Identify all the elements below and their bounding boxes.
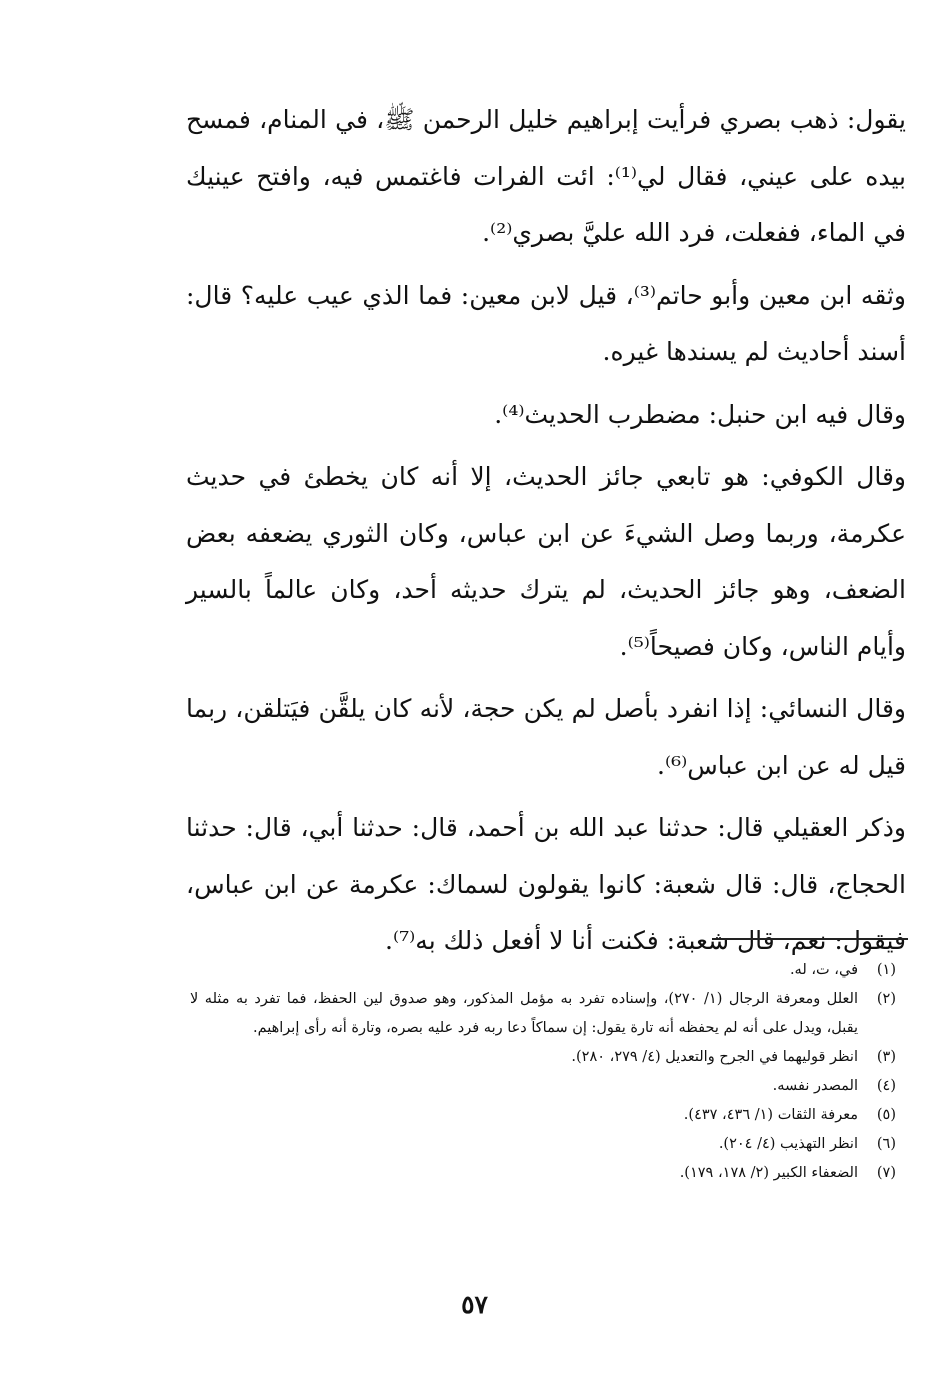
footnote (190, 1043, 896, 1072)
footnote-text: انظر قوليهما في الجرح والتعديل (٤/ ٢٧٩، ٢٨٠). (571, 1049, 858, 1065)
footnote-text: الضعفاء الكبير (٢/ ١٧٨، ١٧٩). (679, 1165, 858, 1181)
footnote-text: في، ت، له. (789, 962, 858, 978)
footnote (190, 956, 896, 985)
footnote-number: (٢) (876, 991, 896, 1007)
paragraph: يقول: ذهب بصري فرأيت إبراهيم خليل الرحمن ﷺ، في المنام، فمسح بيده على عيني، فقال لي⁽¹⁾: ائت الفرات فاغتمس فيه، وافتح عينيك في الماء، ففعلت، فرد الله عليَّ بصري⁽²⁾. (186, 105, 906, 247)
footnote-number: (٥) (876, 1107, 896, 1123)
footnote-number: (٧) (876, 1165, 896, 1181)
page-number: ٥٧ (461, 1290, 488, 1319)
footnote (190, 1159, 896, 1188)
footnotes (190, 956, 896, 1188)
footnote-number: (٤) (876, 1078, 896, 1094)
footnote (190, 1101, 896, 1130)
footnote-number: (١) (876, 962, 896, 978)
paragraph: وثقه ابن معين وأبو حاتم⁽³⁾، قيل لابن معين: فما الذي عيب عليه؟ قال: أسند أحاديث لم يسندها غيره. (186, 280, 906, 366)
footnote-text: معرفة الثقات (١/ ٤٣٦، ٤٣٧). (683, 1107, 858, 1123)
paragraph: وقال الكوفي: هو تابعي جائز الحديث، إلا أنه كان يخطئ في حديث عكرمة، وربما وصل الشيءَ عن ابن عباس، وكان الثوري يضعفه بعض الضعف، وهو جائز الحديث، لم يترك حديثه أحد، وكان عالماً بالسير وأيام الناس، وكان فصيحاً⁽⁵⁾. (186, 462, 906, 661)
footnote-number: (٣) (876, 1049, 896, 1065)
footnote-number: (٦) (876, 1136, 896, 1152)
paragraph: وذكر العقيلي قال: حدثنا عبد الله بن أحمد، قال: حدثنا أبي، قال: حدثنا الحجاج، قال: قال شعبة: كانوا يقولون لسماك: عكرمة عن ابن عباس، فيقول: نعم، قال شعبة: فكنت أنا لا أفعل ذلك به⁽⁷⁾. (186, 813, 906, 955)
footnote-text: انظر التهذيب (٤/ ٢٠٤). (718, 1136, 858, 1152)
footnote-text: المصدر نفسه. (772, 1078, 858, 1094)
footnote-separator (712, 938, 908, 940)
footnote (190, 1130, 896, 1159)
footnote-text: العلل ومعرفة الرجال (١/ ٢٧٠)، وإسناده تفرد به مؤمل المذكور، وهو صدوق لين الحفظ، فما تفرد به مثله لا يقبل، ويدل على أنه لم يحفظه أنه تارة يقول: إن سماكاً دعا ربه فرد عليه بصره، وتارة أنه رأى إبراهيم. (190, 991, 859, 1036)
paragraph: وقال فيه ابن حنبل: مضطرب الحديث⁽⁴⁾. (494, 399, 906, 429)
paragraph: وقال النسائي: إذا انفرد بأصل لم يكن حجة، لأنه كان يلقَّن فيَتلقن، ربما قيل له عن ابن عباس⁽⁶⁾. (186, 694, 906, 780)
footnote (190, 985, 896, 1043)
main-text (186, 92, 906, 976)
footnote (190, 1072, 896, 1101)
